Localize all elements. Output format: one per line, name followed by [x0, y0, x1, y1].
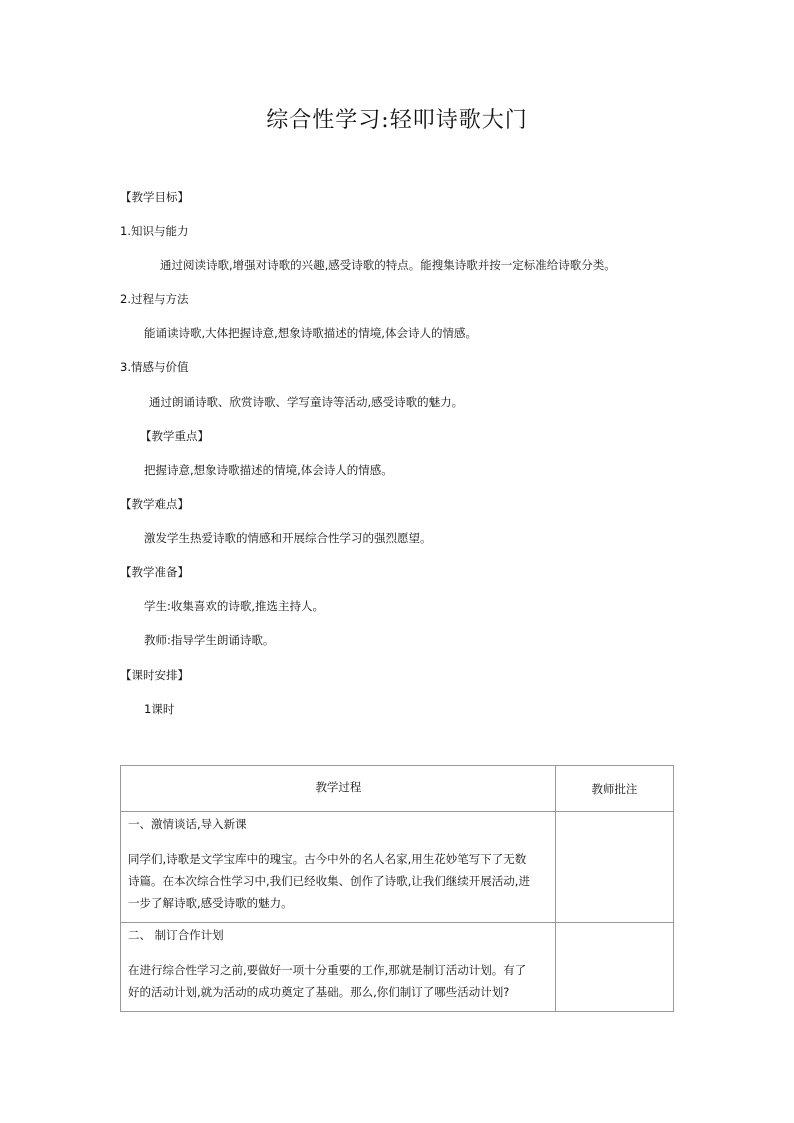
page-title: 综合性学习:轻叩诗歌大门: [266, 108, 528, 133]
table-row: [121, 923, 674, 1012]
objective-1-label: 1.知识与能力: [120, 224, 189, 238]
key-points-text: 把握诗意,想象诗歌描述的情境,体会诗人的情感。: [144, 463, 393, 477]
schedule-heading: 【课时安排】: [120, 668, 189, 682]
schedule-text: 1课时: [144, 702, 175, 716]
process-cell: [121, 812, 556, 923]
objective-2-text: 能诵读诗歌,大体把握诗意,想象诗歌描述的情境,体会诗人的情感。: [144, 326, 477, 340]
section-body-line: 一步了解诗歌,感受诗歌的魅力。: [128, 896, 293, 910]
objective-3-label: 3.情感与价值: [120, 360, 189, 374]
preparation-teacher: 教师:指导学生朗诵诗歌。: [144, 633, 275, 647]
objectives-heading: 【教学目标】: [120, 190, 189, 204]
notes-cell: [555, 923, 673, 1012]
column-header-process: 教学过程: [121, 766, 556, 812]
section-heading: 二、 制订合作计划: [128, 928, 224, 942]
section-body-line: 好的活动计划,就为活动的成功奠定了基础。那么,你们制订了哪些活动计划?: [128, 985, 510, 999]
section-body-line: 同学们,诗歌是文学宝库中的瑰宝。古今中外的名人名家,用生花妙笔写下了无数: [128, 852, 527, 866]
preparation-heading: 【教学准备】: [120, 565, 189, 579]
objective-3-text: 通过朗诵诗歌、欣赏诗歌、学写童诗等活动,感受诗歌的魅力。: [149, 395, 464, 409]
notes-cell: [555, 812, 673, 923]
process-cell: [121, 923, 556, 1012]
section-heading: 一、激情谈话,导入新课: [128, 817, 247, 831]
key-points-heading: 【教学重点】: [140, 429, 209, 443]
preparation-student: 学生:收集喜欢的诗歌,推选主持人。: [144, 599, 325, 613]
section-body-line: 在进行综合性学习之前,要做好一项十分重要的工作,那就是制订活动计划。有了: [128, 963, 527, 977]
difficulties-text: 激发学生热爱诗歌的情感和开展综合性学习的强烈愿望。: [144, 531, 432, 545]
objective-2-label: 2.过程与方法: [120, 292, 189, 306]
column-header-notes: 教师批注: [555, 766, 673, 812]
objective-1-text: 通过阅读诗歌,增强对诗歌的兴趣,感受诗歌的特点。能搜集诗歌并按一定标准给诗歌分类。: [160, 258, 616, 272]
table-row: [121, 812, 674, 923]
section-body: [128, 959, 549, 1003]
table-header-row: [121, 766, 674, 812]
section-body: [128, 848, 549, 914]
section-body-line: 诗篇。在本次综合性学习中,我们已经收集、创作了诗歌,让我们继续开展活动,进: [128, 874, 530, 888]
difficulties-heading: 【教学难点】: [120, 497, 189, 511]
teaching-process-table: [120, 765, 674, 1012]
